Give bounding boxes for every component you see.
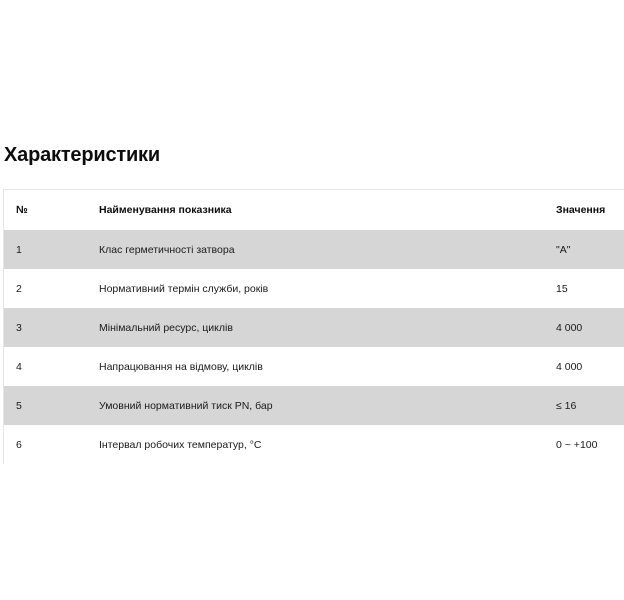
- row-name: Клас герметичності затвора: [99, 243, 235, 256]
- table-row: [4, 230, 624, 269]
- table-row: [4, 386, 624, 425]
- characteristics-table: [3, 189, 624, 464]
- row-name: Напрацювання на відмову, циклів: [99, 360, 263, 373]
- table-row: [4, 308, 624, 347]
- row-value: 0 ~ +100: [556, 438, 598, 451]
- table-row: [4, 425, 624, 464]
- header-num: №: [16, 204, 28, 216]
- header-name: Найменування показника: [99, 204, 232, 216]
- row-num: 4: [16, 360, 22, 373]
- row-num: 6: [16, 438, 22, 451]
- row-num: 1: [16, 243, 22, 256]
- row-name: Умовний нормативний тиск PN, бар: [99, 399, 273, 412]
- row-num: 3: [16, 321, 22, 334]
- row-name: Інтервал робочих температур, °С: [99, 438, 262, 451]
- section-title: Характеристики: [4, 144, 160, 166]
- row-value: 4 000: [556, 321, 583, 334]
- row-value: 4 000: [556, 360, 583, 373]
- row-name: Нормативний термін служби, років: [99, 282, 269, 295]
- header-value: Значення: [556, 204, 606, 216]
- row-value: 15: [556, 282, 568, 295]
- row-num: 2: [16, 282, 22, 295]
- row-value: "А": [556, 243, 571, 256]
- row-name: Мінімальний ресурс, циклів: [99, 321, 233, 334]
- table-row: [4, 347, 624, 386]
- row-value: ≤ 16: [556, 399, 577, 412]
- table-row: [4, 269, 624, 308]
- row-num: 5: [16, 399, 22, 412]
- table-header-row: [4, 190, 624, 230]
